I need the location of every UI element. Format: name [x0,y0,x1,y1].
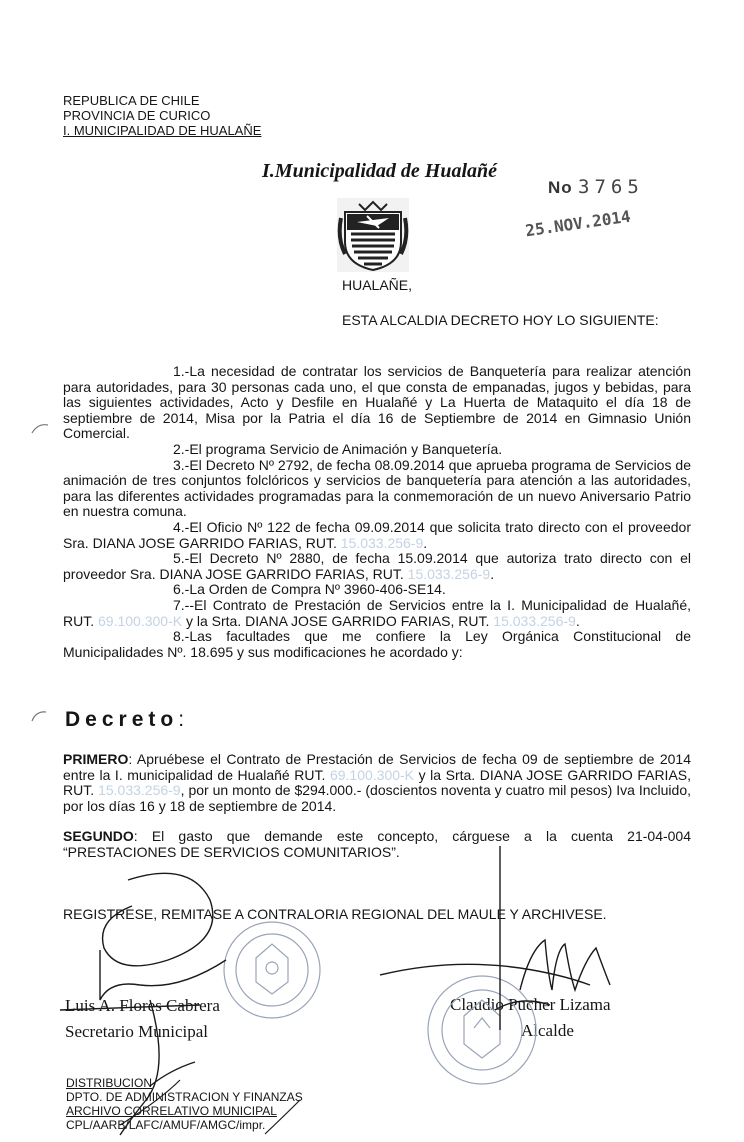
margin-mark [30,709,48,723]
segundo-label: SEGUNDO [63,828,134,845]
primero-paragraph [63,752,691,814]
header-provincia: PROVINCIA DE CURICO [63,108,211,123]
redacted-rut: 15.033.256-9 [407,565,491,582]
considerando-8: 8.-Las facultades que me confiere la Ley Orgánica Constitucional de Municipalidades Nº. 18.695 y sus modificaciones he acordado y: [63,628,691,660]
registrese-line: REGISTRESE, REMITASE A CONTRALORIA REGIONAL DEL MAULE Y ARCHIVESE. [63,906,607,922]
secretary-stamp [224,922,320,1018]
redacted-rut: 15.033.256-9 [493,612,576,629]
secretary-name: Luis A. Flores Cabrera [65,996,220,1015]
primero-text-a: : Apruébese el Contrato de Prestación de Servicios de fecha 09 de septiembre de 2014 entre la I. municipalidad de Hualañé RUT. [63,751,691,783]
date-stamp: 25.NOV.2014 [524,206,632,241]
decreto-colon: : [178,708,185,731]
considerandos [63,364,691,660]
redacted-rut: 15.033.256-9 [98,782,181,799]
considerando-5: 5.-El Decreto Nº 2880, de fecha 15.09.2014 que autoriza trato directo con el proveedor Sra. DIANA JOSE GARRIDO FARIAS, RUT. 15.033.256-9. [63,550,691,582]
redacted-rut: 15.033.256-9 [340,534,424,551]
considerando-2: 2.-El programa Servicio de Animación y Banquetería. [173,440,503,457]
distribution-line-2: ARCHIVO CORRELATIVO MUNICIPAL [66,1104,277,1118]
distribution-list [66,1076,303,1132]
considerando-3: 3.-El Decreto Nº 2792, de fecha 08.09.2014 que aprueba programa de Servicios de animación de tres conjuntos folclóricos y servicios de banquetería para atención a las autoridades, para las diferentes actividades programadas para la conmemoración de un nuevo Aniversario Patrio en nuestra comuna. [63,456,691,520]
considerando-5-text: 5.-El Decreto Nº 2880, de fecha 15.09.2014 que autoriza trato directo con el proveedor Sra. DIANA JOSE GARRIDO FARIAS, RUT. [63,550,691,582]
decree-number-label: No [548,178,573,197]
considerando-4: 4.-El Oficio Nº 122 de fecha 09.09.2014 que solicita trato directo con el proveedor Sra. DIANA JOSE GARRIDO FARIAS, RUT. 15.033.256-9. [63,518,691,551]
mayor-stamp [428,976,536,1084]
considerando-1: 1.-La necesidad de contratar los servicios de Banquetería para realizar atención para autoridades, para 30 personas cada uno, el que consta de empanadas, jugos y bebidas, para las siguientes actividades, Acto y Desfile en Hualañé y La Huerta de Mataquito el día 18 de septiembre de 2014, Misa por la Patria el día 16 de Septiembre de 2014 en Gimnasio Unión Comercial. [63,363,691,442]
considerando-7-text-b: y la Srta. DIANA JOSE GARRIDO FARIAS, RUT. [185,612,490,629]
distribution-line-1: DPTO. DE ADMINISTRACION Y FINANZAS [66,1090,303,1104]
redacted-rut: 69.100.300-K [329,766,415,783]
municipal-crest-logo [337,198,409,272]
considerando-6: 6.-La Orden de Compra Nº 3960-406-SE14. [173,581,446,598]
distribution-line-3: CPL/AARB/LAFC/AMUF/AMGC/impr. [66,1118,266,1132]
redacted-rut: 69.100.300-K [98,612,183,629]
considerando-7-text-a: 7.--El Contrato de Prestación de Servicios entre la I. Municipalidad de Hualañé, RUT. [63,596,691,629]
primero-text-b: y la Srta. DIANA JOSE GARRIDO FARIAS, RUT. [63,766,692,799]
resolution [63,752,691,876]
segundo-paragraph [63,829,691,860]
considerando-7: 7.--El Contrato de Prestación de Servicios entre la I. Municipalidad de Hualañé, RUT. 69.100.300-K y la Srta. DIANA JOSE GARRIDO FARIAS, RUT. 15.033.256-9. [63,596,691,629]
primero-label: PRIMERO [63,751,129,767]
place-name: HUALAÑE, [342,277,413,293]
decreto-heading-text: Decreto [65,708,179,731]
decree-number: 3765 [578,176,644,198]
municipality-title: I.Municipalidad de Hualañé [262,160,498,182]
considerando-4-text: 4.-El Oficio Nº 122 de fecha 09.09.2014 que solicita trato directo con el proveedor Sra. DIANA JOSE GARRIDO FARIAS, RUT. [63,518,691,551]
mayor-title: Alcalde [521,1021,574,1040]
segundo-text: : El gasto que demande este concepto, cárguese a la cuenta 21-04-004 “PRESTACIONES DE SERVICIOS COMUNITARIOS”. [63,828,691,860]
header-municipalidad: I. MUNICIPALIDAD DE HUALAÑE [63,123,262,138]
decreto-heading [65,708,184,732]
distribution-title: DISTRIBUCION [66,1076,153,1090]
secretary-title: Secretario Municipal [65,1022,209,1041]
mayor-name: Claudio Pucher Lizama [450,995,611,1014]
decree-intro: ESTA ALCALDIA DECRETO HOY LO SIGUIENTE: [342,312,659,328]
margin-mark [30,422,50,434]
header-republica: REPUBLICA DE CHILE [63,93,200,108]
document-header [63,93,261,138]
primero-text-c: , por un monto de $294.000.- (doscientos noventa y cuatro mil pesos) Iva Incluido, por los días 16 y 18 de septiembre de 2014. [63,782,691,814]
